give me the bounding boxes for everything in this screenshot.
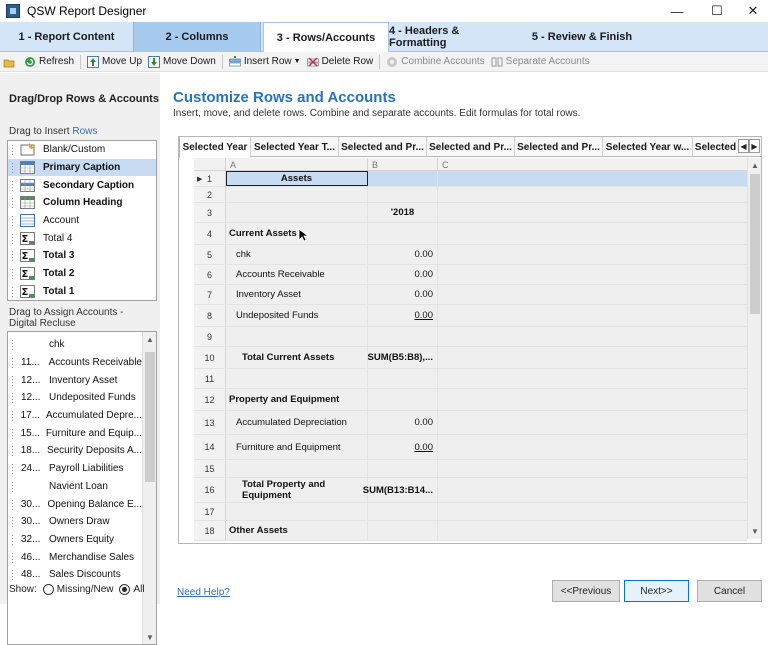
row-header[interactable] <box>194 223 226 244</box>
separate-accounts-label: Separate Accounts <box>505 56 590 67</box>
row-number: 7 <box>206 289 212 300</box>
account-name: Owners Equity <box>49 533 115 545</box>
svg-text:Σ: Σ <box>21 251 29 263</box>
drag-handle-icon[interactable] <box>11 428 15 439</box>
cell-a[interactable]: Inventory Asset <box>226 285 368 304</box>
drag-handle-icon[interactable] <box>11 233 15 244</box>
row-type-label: Total 4 <box>43 232 73 244</box>
table-row[interactable] <box>194 327 747 347</box>
table-row[interactable] <box>194 171 747 187</box>
cell-b[interactable] <box>368 265 438 284</box>
sheet-tab-selected-year-t[interactable]: Selected Year T... <box>251 137 339 157</box>
tab-columns[interactable]: 2 - Columns <box>133 22 261 52</box>
cell-c[interactable] <box>438 305 747 326</box>
app-logo-icon <box>6 4 20 18</box>
cell-b[interactable] <box>368 327 438 346</box>
cell-b-value: 0.00 <box>414 249 433 260</box>
row-header[interactable] <box>194 327 226 346</box>
sheet-tab-selected-year-w[interactable]: Selected Year w... <box>603 137 693 157</box>
cell-b[interactable] <box>368 285 438 304</box>
account-number: 48... <box>21 569 41 581</box>
cell-c[interactable] <box>438 369 747 388</box>
table-row[interactable] <box>194 187 747 203</box>
cell-c[interactable] <box>438 171 747 186</box>
row-number: 17 <box>204 506 215 517</box>
radio-missing-new-label[interactable]: Missing/New <box>56 584 114 595</box>
drag-handle-icon[interactable] <box>11 552 15 563</box>
refresh-button[interactable] <box>21 53 77 71</box>
refresh-icon <box>24 56 36 68</box>
window-title: QSW Report Designer <box>27 4 147 18</box>
drag-handle-icon[interactable] <box>11 250 15 261</box>
toolbar <box>0 52 768 72</box>
column-header-b[interactable]: B <box>368 158 438 171</box>
separate-icon <box>491 56 503 68</box>
row-header[interactable] <box>194 305 226 326</box>
account-list-item[interactable] <box>8 354 142 372</box>
previous-button[interactable]: <<Previous <box>552 580 620 602</box>
radio-missing-new[interactable] <box>43 584 54 595</box>
row-number: 4 <box>206 228 212 239</box>
total-1-icon <box>20 285 35 298</box>
account-name: Opening Balance E... <box>47 498 142 510</box>
sheet-tab-selected[interactable]: Selected <box>694 141 737 153</box>
account-number: 17... <box>20 410 41 422</box>
accounts-scroll-thumb[interactable] <box>145 352 155 482</box>
title-bar <box>0 0 768 22</box>
table-row[interactable] <box>194 503 747 521</box>
row-type-label: Total 1 <box>43 285 75 297</box>
table-row[interactable] <box>194 203 747 223</box>
cell-b-value: 0.00 <box>414 417 433 428</box>
account-list-item[interactable] <box>8 531 142 549</box>
drag-handle-icon[interactable] <box>11 499 15 510</box>
cell-b[interactable] <box>368 347 438 368</box>
account-list-item[interactable] <box>8 425 142 443</box>
cell-a[interactable] <box>226 503 368 520</box>
grid-scrollbar[interactable] <box>747 158 761 539</box>
delete-row-icon <box>307 56 319 68</box>
drag-handle-icon[interactable] <box>11 286 15 297</box>
need-help-link[interactable]: Need Help? <box>177 587 230 598</box>
mouse-cursor-icon <box>298 228 308 242</box>
account-name: chk <box>49 339 65 351</box>
account-list-item[interactable] <box>8 513 142 531</box>
move-up-icon <box>87 56 99 68</box>
account-number: 30... <box>20 498 41 510</box>
account-number: 18... <box>20 445 41 457</box>
row-header-corner <box>194 158 226 171</box>
drag-handle-icon[interactable] <box>11 144 15 155</box>
row-header[interactable] <box>194 187 226 202</box>
cancel-button[interactable]: Cancel <box>697 580 762 602</box>
page-subtitle: Insert, move, and delete rows. Combine and separate accounts. Edit formulas for total rows. <box>173 108 581 119</box>
row-number: 5 <box>206 249 212 260</box>
row-number: 13 <box>204 417 215 428</box>
table-row[interactable] <box>194 245 747 265</box>
cell-c[interactable] <box>438 389 747 410</box>
insert-row-button[interactable] <box>226 53 304 71</box>
cell-c[interactable] <box>438 435 747 459</box>
cell-a[interactable]: Property and Equipment <box>226 389 368 410</box>
cell-a[interactable]: Total Current Assets <box>226 347 368 368</box>
drag-handle-icon[interactable] <box>11 410 15 421</box>
minimize-button[interactable]: — <box>670 3 684 19</box>
insert-row-icon <box>229 56 241 68</box>
show-label: Show: <box>9 584 37 595</box>
row-type-item[interactable] <box>8 212 156 230</box>
row-header[interactable] <box>194 460 226 477</box>
sheet-tab-navigation <box>738 139 760 153</box>
cell-a[interactable] <box>226 327 368 346</box>
drag-handle-icon[interactable] <box>11 569 15 580</box>
move-down-button[interactable] <box>145 53 219 71</box>
accounts-scrollbar[interactable] <box>142 332 156 644</box>
cell-b[interactable] <box>368 305 438 326</box>
row-pointer-icon: ▶ <box>197 175 203 183</box>
chevron-down-icon[interactable]: ▼ <box>146 632 154 642</box>
combine-icon <box>386 56 398 68</box>
column-header-row <box>194 158 747 171</box>
row-header[interactable] <box>194 435 226 459</box>
move-down-label: Move Down <box>163 56 216 67</box>
radio-all-label[interactable]: All <box>133 584 145 595</box>
row-type-label: Account <box>43 215 80 227</box>
drag-handle-icon[interactable] <box>11 534 15 545</box>
cell-b-value: 0.00 <box>414 269 433 280</box>
cell-a[interactable]: chk <box>226 245 368 264</box>
table-row[interactable] <box>194 389 747 411</box>
table-row[interactable] <box>194 521 747 541</box>
row-type-item[interactable] <box>8 247 156 265</box>
row-types-list <box>7 140 157 301</box>
sheet-tabs <box>179 137 761 157</box>
cell-b[interactable] <box>368 369 438 388</box>
total-2-icon <box>20 267 35 280</box>
account-list-item[interactable] <box>8 442 142 460</box>
account-name: Sales Discounts <box>49 569 121 581</box>
account-number: 11... <box>20 356 40 368</box>
report-grid <box>194 158 747 539</box>
cell-c[interactable] <box>438 223 747 244</box>
sheet-tab-selected-and-pr-2[interactable]: Selected and Pr... <box>427 137 515 157</box>
account-name: Accumulated Depre... <box>45 410 142 422</box>
cell-b[interactable] <box>368 223 438 244</box>
table-row[interactable] <box>194 369 747 389</box>
row-type-label: Secondary Caption <box>43 179 135 191</box>
radio-all[interactable] <box>119 584 130 595</box>
cell-c[interactable] <box>438 347 747 368</box>
account-number: 12... <box>21 392 41 404</box>
drag-handle-icon[interactable] <box>11 481 15 492</box>
account-name: Merchandise Sales <box>49 551 135 563</box>
cell-a[interactable]: Other Assets <box>226 521 368 540</box>
drag-handle-icon[interactable] <box>11 463 15 474</box>
cell-b[interactable] <box>368 411 438 434</box>
cell-c[interactable] <box>438 245 747 264</box>
row-number: 10 <box>204 352 215 363</box>
cell-b-value: '2018 <box>390 207 415 218</box>
cell-a[interactable]: Accounts Receivable <box>226 265 368 284</box>
toolbar-separator <box>379 55 380 69</box>
cell-a[interactable]: Assets <box>226 171 368 186</box>
sheet-tab-selected-and-pr-1[interactable]: Selected and Pr... <box>339 137 427 157</box>
account-number: 24... <box>21 463 41 475</box>
cell-c[interactable] <box>438 203 747 222</box>
move-down-icon <box>148 56 160 68</box>
page-title: Customize Rows and Accounts <box>173 89 396 106</box>
cell-a[interactable] <box>226 203 368 222</box>
row-header[interactable] <box>194 347 226 368</box>
row-type-item[interactable] <box>8 194 156 212</box>
toolbar-separator <box>80 55 81 69</box>
chevron-right-icon[interactable]: ▶ <box>749 139 760 153</box>
svg-text:Σ: Σ <box>21 269 29 281</box>
drag-handle-icon[interactable] <box>11 268 15 279</box>
chevron-up-icon[interactable]: ▲ <box>751 160 759 170</box>
tab-report-content[interactable]: 1 - Report Content <box>18 31 115 43</box>
cell-c[interactable] <box>438 478 747 502</box>
drag-handle-icon[interactable] <box>11 375 15 386</box>
table-row[interactable] <box>194 265 747 285</box>
row-number: 9 <box>206 331 212 342</box>
row-number: 2 <box>206 189 212 200</box>
drag-handle-icon[interactable] <box>11 197 15 208</box>
cell-b[interactable] <box>368 203 438 222</box>
account-name: Navient Loan <box>49 480 108 492</box>
account-name: Accounts Receivable <box>48 356 142 368</box>
cell-c[interactable] <box>438 327 747 346</box>
account-list-item[interactable] <box>8 460 142 478</box>
close-button[interactable]: ✕ <box>747 3 759 18</box>
cell-a[interactable]: Undeposited Funds <box>226 305 368 326</box>
row-header[interactable] <box>194 285 226 304</box>
insert-rows-label: Drag to Insert Rows <box>9 126 98 137</box>
chevron-down-icon[interactable]: ▼ <box>751 526 759 536</box>
account-list-item[interactable] <box>8 566 142 584</box>
account-icon <box>20 214 35 227</box>
cell-a[interactable] <box>226 369 368 388</box>
drag-handle-icon[interactable] <box>11 357 15 368</box>
sheet-tab-selected-year[interactable]: Selected Year <box>179 137 251 158</box>
drag-handle-icon[interactable] <box>11 339 15 350</box>
account-name: Security Deposits A... <box>46 445 142 457</box>
combine-accounts-button[interactable] <box>383 53 487 71</box>
delete-row-label: Delete Row <box>321 56 374 67</box>
account-number: 30... <box>21 516 41 528</box>
table-row[interactable] <box>194 460 747 478</box>
account-number: 32... <box>21 533 41 545</box>
row-header[interactable] <box>194 203 226 222</box>
row-type-item[interactable] <box>8 141 156 159</box>
cell-b[interactable] <box>368 245 438 264</box>
row-header[interactable] <box>194 503 226 520</box>
row-header[interactable] <box>194 171 226 186</box>
row-type-label: Total 2 <box>43 268 75 280</box>
delete-row-button[interactable] <box>304 53 377 71</box>
account-name: Furniture and Equip... <box>45 427 142 439</box>
cell-a[interactable]: Furniture and Equipment <box>226 435 368 459</box>
table-row[interactable] <box>194 347 747 369</box>
account-list-item[interactable] <box>8 371 142 389</box>
row-number: 18 <box>204 525 215 536</box>
blank-custom-icon <box>20 143 35 156</box>
insert-row-label: Insert Row <box>243 56 292 67</box>
column-header-c[interactable]: C <box>442 159 449 170</box>
row-type-item[interactable] <box>8 265 156 283</box>
secondary-caption-icon <box>20 179 35 192</box>
tab-rows-accounts[interactable]: 3 - Rows/Accounts <box>263 22 389 53</box>
row-type-item[interactable] <box>8 159 156 177</box>
cell-c[interactable] <box>438 460 747 477</box>
account-list-item[interactable] <box>8 495 142 513</box>
account-number: 46... <box>21 551 41 563</box>
account-name: Owners Draw <box>49 516 110 528</box>
row-header[interactable] <box>194 265 226 284</box>
row-header[interactable] <box>194 389 226 410</box>
toolbar-options-button[interactable] <box>0 53 21 71</box>
refresh-label: Refresh <box>39 56 75 67</box>
drag-handle-icon[interactable] <box>11 516 15 527</box>
report-grid-panel <box>178 136 762 544</box>
cell-a[interactable] <box>226 187 368 202</box>
drag-handle-icon[interactable] <box>11 215 15 226</box>
svg-text:Σ: Σ <box>21 233 29 245</box>
table-row[interactable] <box>194 223 747 245</box>
cell-a[interactable]: Total Property and Equipment <box>226 478 368 502</box>
row-number: 1 <box>206 173 212 184</box>
cell-b[interactable] <box>368 171 438 186</box>
row-type-label: Column Heading <box>43 197 123 209</box>
row-header[interactable] <box>194 521 226 540</box>
account-number: 15... <box>20 427 41 439</box>
account-name: Undeposited Funds <box>49 392 136 404</box>
show-filter <box>9 584 145 595</box>
table-row[interactable] <box>194 478 747 503</box>
table-row[interactable] <box>194 285 747 305</box>
account-list-item[interactable] <box>8 478 142 496</box>
column-heading-icon <box>20 196 35 209</box>
drag-handle-icon[interactable] <box>11 162 15 173</box>
row-header[interactable] <box>194 245 226 264</box>
cell-c[interactable] <box>438 521 747 540</box>
drag-handle-icon[interactable] <box>11 180 15 191</box>
table-row[interactable] <box>194 435 747 460</box>
row-header[interactable] <box>194 411 226 434</box>
move-up-label: Move Up <box>102 56 143 67</box>
tab-review-finish[interactable]: 5 - Review & Finish <box>531 31 633 43</box>
drag-handle-icon[interactable] <box>11 445 15 456</box>
column-header-a[interactable]: A <box>226 158 368 171</box>
cell-b[interactable] <box>368 521 438 540</box>
wizard-step-tabs <box>0 22 768 52</box>
cell-b[interactable] <box>368 187 438 202</box>
chevron-up-icon[interactable]: ▲ <box>146 334 154 344</box>
row-number: 6 <box>206 269 212 280</box>
cell-c[interactable] <box>438 187 747 202</box>
assign-accounts-label: Drag to Assign Accounts - Digital Recluse <box>9 307 124 329</box>
maximize-button[interactable]: ☐ <box>711 3 723 18</box>
row-number: 12 <box>204 394 215 405</box>
primary-caption-icon <box>20 161 35 174</box>
row-type-label: Blank/Custom <box>43 144 106 156</box>
total-3-icon <box>20 249 35 262</box>
accounts-list <box>7 331 157 645</box>
row-type-label: Total 3 <box>43 250 75 262</box>
grid-scroll-thumb[interactable] <box>750 174 760 314</box>
account-name: Payroll Liabilities <box>49 463 124 475</box>
account-list-item[interactable] <box>8 389 142 407</box>
cell-c[interactable] <box>438 285 747 304</box>
account-number: 12... <box>21 374 41 386</box>
account-list-item[interactable] <box>8 336 142 354</box>
row-header[interactable] <box>194 478 226 502</box>
chevron-left-icon[interactable]: ◀ <box>738 139 749 153</box>
account-list-item[interactable] <box>8 407 142 425</box>
cell-a[interactable]: Current Assets <box>226 223 368 244</box>
table-row[interactable] <box>194 305 747 327</box>
move-up-button[interactable] <box>84 53 145 71</box>
cell-c[interactable] <box>438 411 747 434</box>
separate-accounts-button[interactable] <box>488 53 593 71</box>
cell-b[interactable] <box>362 478 438 502</box>
cell-b-value: SUM(B13:B14... <box>362 484 433 496</box>
row-number: 14 <box>204 442 215 452</box>
toolbar-separator <box>222 55 223 69</box>
cell-b-value: SUM(B5:B8),... <box>367 352 433 363</box>
cell-b[interactable] <box>368 503 438 520</box>
folder-arrow-icon <box>3 56 15 68</box>
next-button[interactable]: Next>> <box>624 580 689 602</box>
tab-headers-formatting[interactable]: 4 - Headers & Formatting <box>389 25 460 49</box>
cell-b[interactable] <box>368 389 438 410</box>
row-type-item[interactable] <box>8 230 156 248</box>
row-type-item[interactable] <box>8 176 156 194</box>
row-number: 3 <box>206 207 212 218</box>
combine-accounts-label: Combine Accounts <box>401 56 485 67</box>
row-number: 15 <box>204 463 215 474</box>
cell-b-value: 0.00 <box>414 310 433 321</box>
row-type-item[interactable] <box>8 283 156 301</box>
cell-b-value: 0.00 <box>414 289 433 300</box>
row-header[interactable] <box>194 369 226 388</box>
svg-text:Σ: Σ <box>21 286 29 298</box>
sheet-tab-selected-and-pr-3[interactable]: Selected and Pr... <box>515 137 603 157</box>
row-number: 8 <box>206 310 212 321</box>
row-type-label: Primary Caption <box>43 161 121 173</box>
left-panel-title: Drag/Drop Rows & Accounts <box>9 93 159 105</box>
total-4-icon <box>20 232 35 245</box>
cell-b-value: 0.00 <box>414 441 433 453</box>
row-number: 11 <box>204 373 215 384</box>
cell-b[interactable] <box>368 435 438 459</box>
cell-c[interactable] <box>438 265 747 284</box>
cell-c[interactable] <box>438 503 747 520</box>
account-list-item[interactable] <box>8 548 142 566</box>
cell-a[interactable]: Accumulated Depreciation <box>226 411 368 434</box>
cell-b[interactable] <box>368 460 438 477</box>
cell-a[interactable] <box>226 460 368 477</box>
left-panel <box>0 73 160 642</box>
row-number: 16 <box>204 485 215 495</box>
table-row[interactable] <box>194 411 747 435</box>
chevron-down-icon: ▼ <box>293 58 301 65</box>
account-name: Inventory Asset <box>49 374 118 386</box>
drag-handle-icon[interactable] <box>11 392 15 403</box>
